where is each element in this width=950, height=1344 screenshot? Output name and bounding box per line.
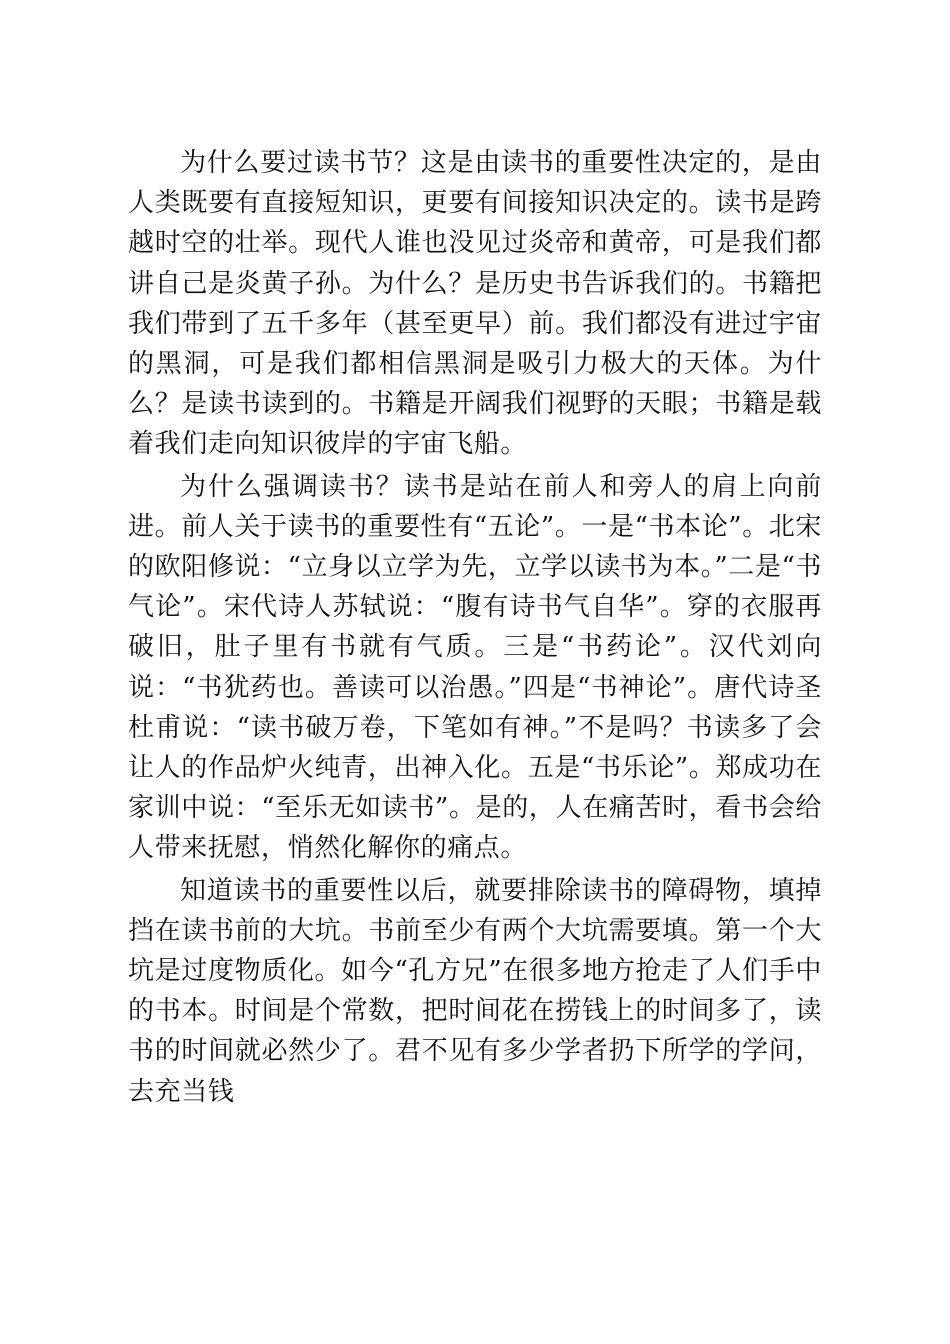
document-body (128, 143, 822, 1114)
paragraph-2: 为什么强调读书？读书是站在前人和旁人的肩上向前进。前人关于读书的重要性有“五论”。一是“书本论”。北宋的欧阳修说：“立身以立学为先，立学以读书为本。”二是“书气论”。宋代诗人苏轼说：“腹有诗书气自华”。穿的衣服再破旧，肚子里有书就有气质。三是“书药论”。汉代刘向说：“书犹药也。善读可以治愚。”四是“书神论”。唐代诗圣杜甫说：“读书破万卷，下笔如有神。”不是吗？书读多了会让人的作品炉火纯青，出神入化。五是“书乐论”。郑成功在家训中说：“至乐无如读书”。是的，人在痛苦时，看书会给人带来抚慰，悄然化解你的痛点。 (128, 471, 822, 864)
paragraph-1: 为什么要过读书节？这是由读书的重要性决定的，是由人类既要有直接短知识，更要有间接知识决定的。读书是跨越时空的壮举。现代人谁也没见过炎帝和黄帝，可是我们都讲自己是炎黄子孙。为什么？是历史书告诉我们的。书籍把我们带到了五千多年（甚至更早）前。我们都没有进过宇宙的黑洞，可是我们都相信黑洞是吸引力极大的天体。为什么？是读书读到的。书籍是开阔我们视野的天眼；书籍是载着我们走向知识彼岸的宇宙飞船。 (128, 148, 822, 460)
paragraph-3: 知道读书的重要性以后，就要排除读书的障碍物，填掉挡在读书前的大坑。书前至少有两个大坑需要填。第一个大坑是过度物质化。如今“孔方兄”在很多地方抢走了人们手中的书本。时间是个常数，把时间花在捞钱上的时间多了，读书的时间就必然少了。君不见有多少学者扔下所学的学问，去充当钱 (128, 875, 822, 1107)
